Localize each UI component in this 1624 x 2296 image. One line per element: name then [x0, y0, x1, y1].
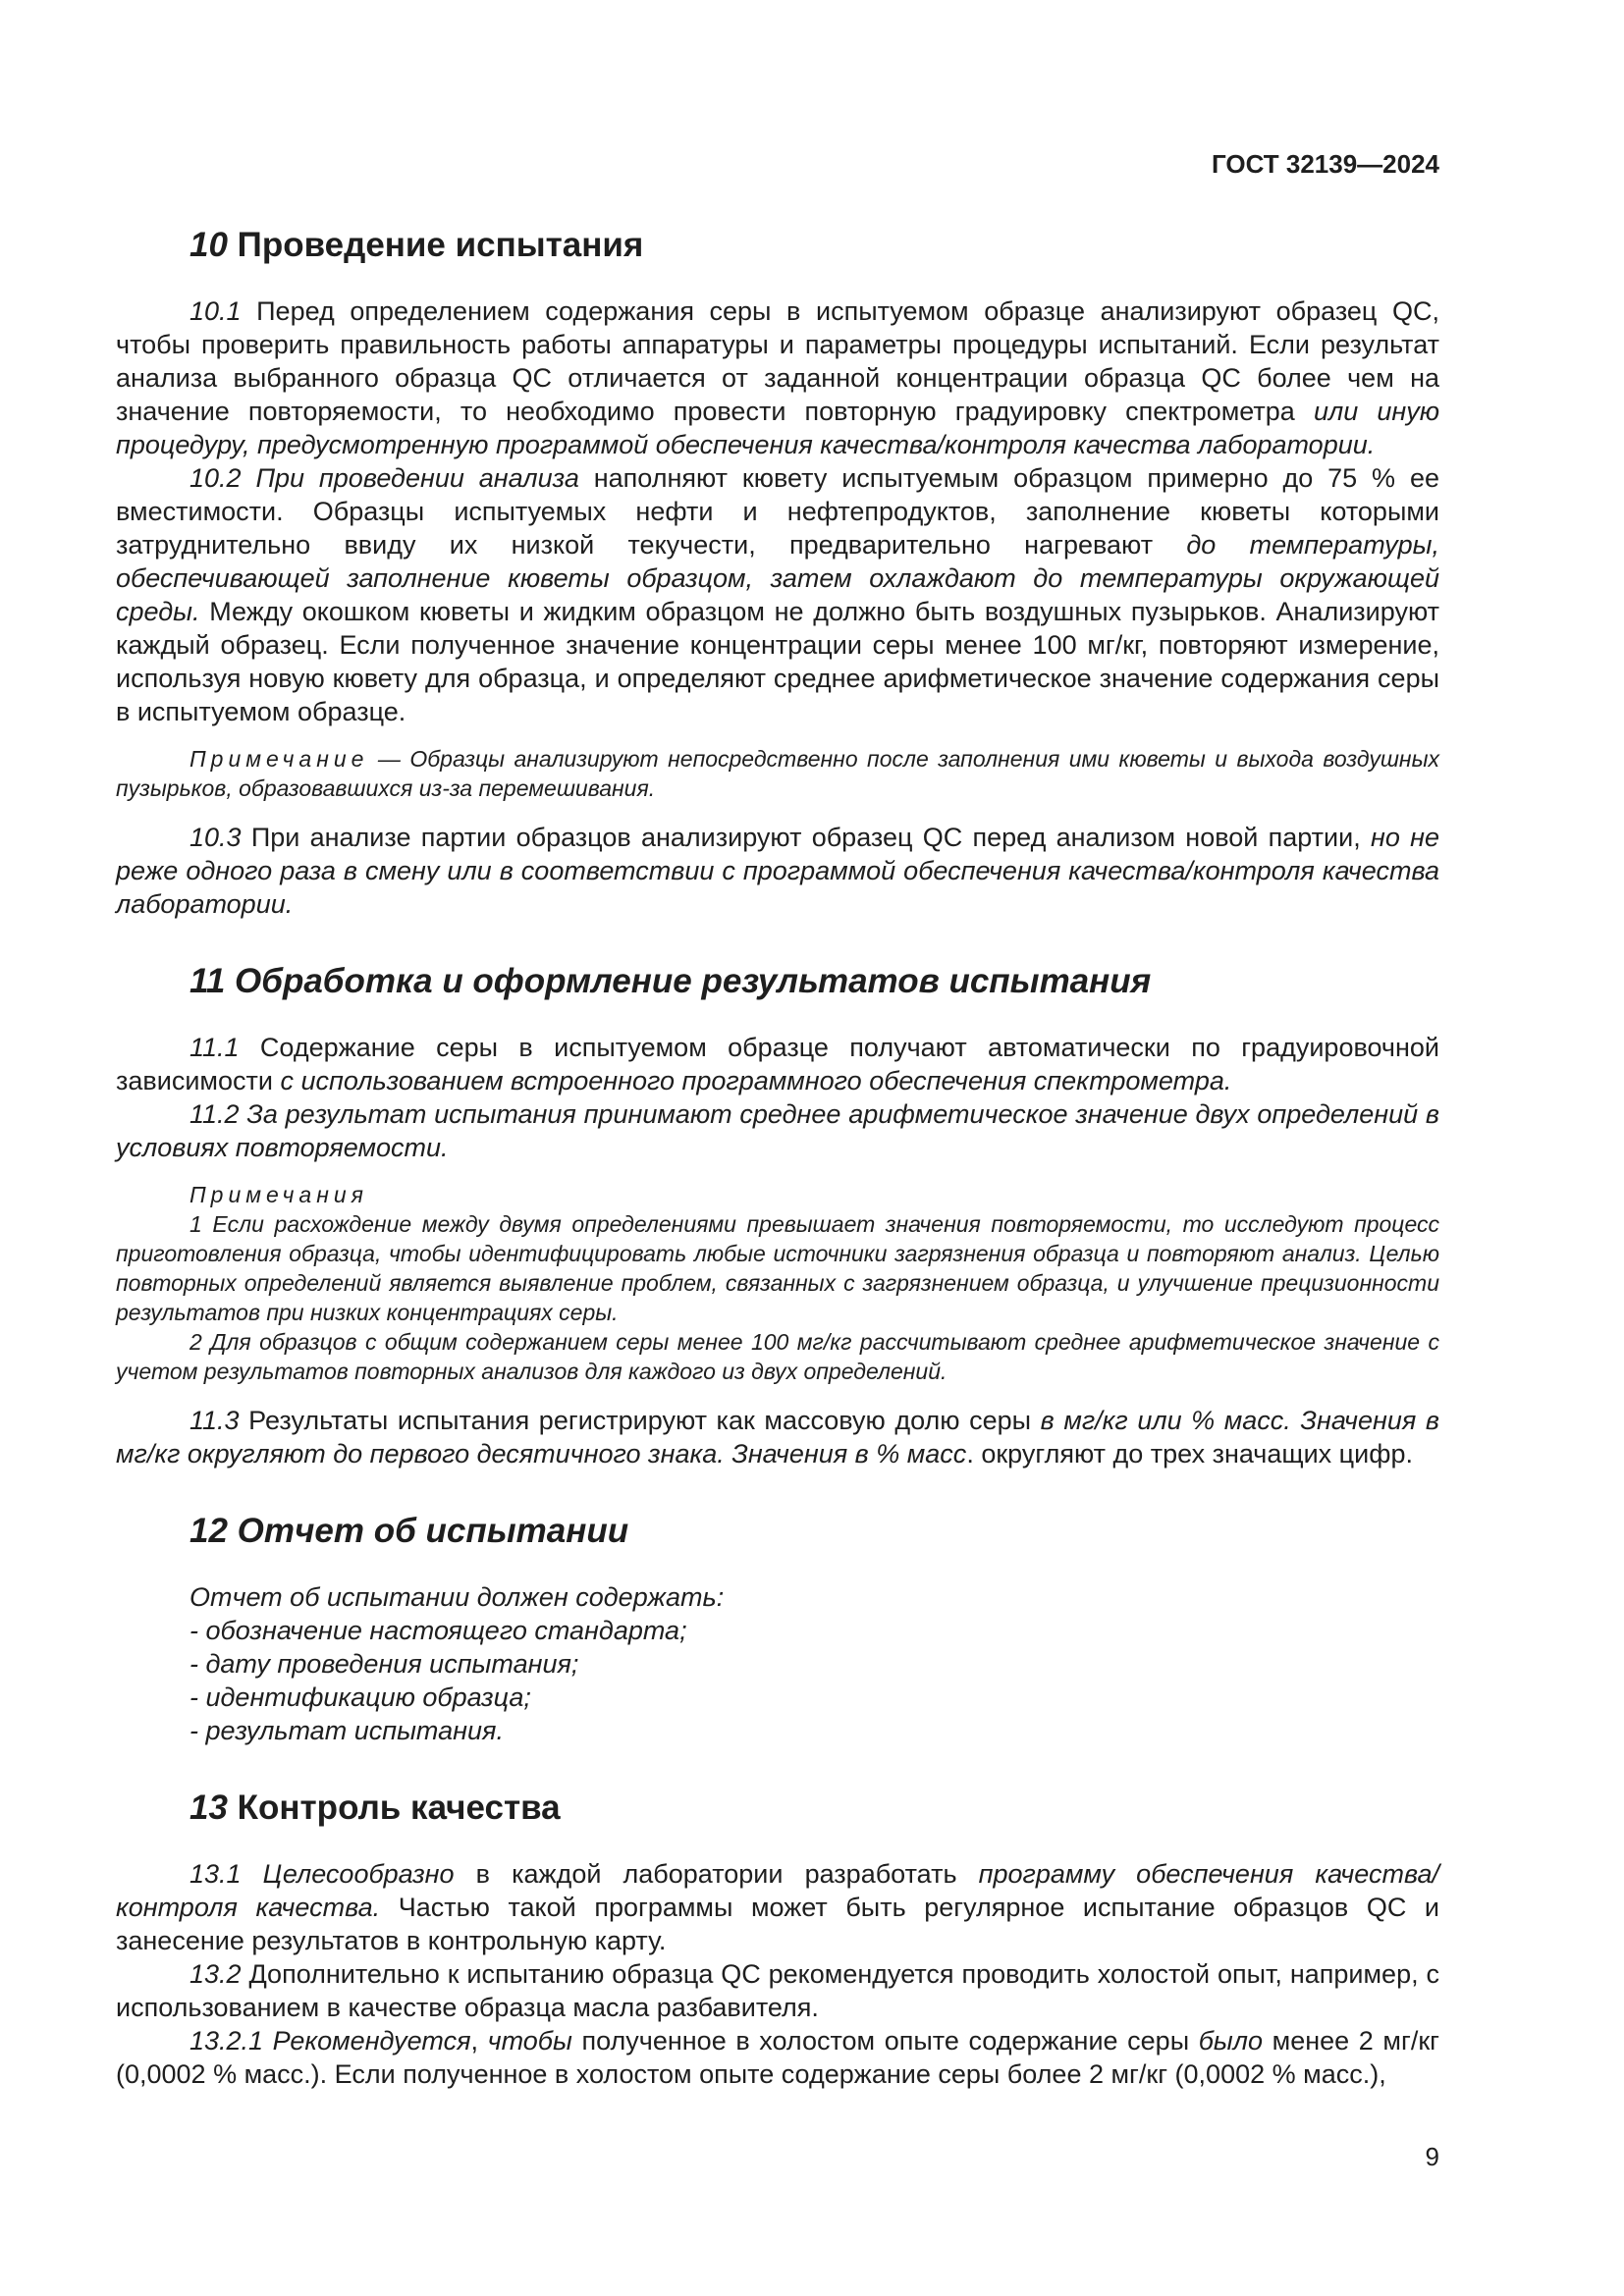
- note-label: Примечание: [189, 746, 369, 772]
- section-13-heading: [116, 1787, 1439, 1830]
- section-10: [116, 224, 1439, 921]
- standard-code: ГОСТ 32139—2024: [1212, 149, 1439, 179]
- report-list-intro: Отчет об испытании должен содержать:: [189, 1582, 725, 1612]
- section-10-title: Проведение испытания: [227, 226, 644, 264]
- notes-11-2: [116, 1180, 1439, 1386]
- paragraph-13-2-1-italic-a: чтобы: [487, 2026, 572, 2056]
- note-text: — Образцы анализируют непосредственно после заполнения ими кюветы и выхода воздушных пузырьков, образовавшихся из-за перемешивания.: [116, 746, 1439, 801]
- section-13: [116, 1787, 1439, 2091]
- paragraph-13-1-text-a: в каждой лаборатории разработать: [454, 1859, 979, 1889]
- list-item: - обозначение настоящего стандарта;: [189, 1616, 687, 1645]
- paragraph-10-3-text: При анализе партии образцов анализируют образец QC перед анализом новой партии,: [241, 823, 1371, 852]
- paragraph-13-2-1-italic-b: было: [1198, 2026, 1264, 2056]
- paragraph-10-2-text-a: наполняют кювету испытуемым образцом примерно до 75 % ее вместимости. Образцы испытуемых нефти и нефтепродуктов, заполнение кюветы которыми затруднительно ввиду их низкой текучести, предварительно нагревают: [116, 463, 1439, 560]
- paragraph-10-1-italic: или иную процедуру, предусмотренную программой обеспечения качества/контроля качества лаборатории.: [116, 397, 1440, 459]
- paragraph-10-3-number: 10.3: [189, 823, 242, 852]
- section-12-title: 12 Отчет об испытании: [189, 1512, 629, 1550]
- section-12: [116, 1510, 1439, 1747]
- section-13-title: Контроль качества: [227, 1789, 561, 1827]
- paragraph-13-1-text-b: Частью такой программы может быть регулярное испытание образцов QC и занесение результатов в контрольную карту.: [116, 1893, 1439, 1955]
- paragraph-10-3-italic: но не реже одного раза в смену или в соответствии с программой обеспечения качества/контроля качества лаборатории.: [116, 823, 1439, 919]
- paragraph-13-2-number: 13.2: [189, 1959, 242, 1989]
- paragraph-13-1: [116, 1857, 1439, 1957]
- page-content: [116, 224, 1439, 2130]
- list-item: - идентификацию образца;: [189, 1682, 531, 1712]
- paragraph-10-1-number: 10.1: [189, 296, 242, 326]
- paragraph-11-2: [116, 1097, 1439, 1164]
- paragraph-13-2-1-comma: ,: [470, 2026, 488, 2056]
- paragraph-13-2-text: Дополнительно к испытанию образца QC рекомендуется проводить холостой опыт, например, с использованием в качестве образца масла разбавителя.: [116, 1959, 1439, 2022]
- paragraph-11-3: [116, 1404, 1439, 1470]
- section-10-number: 10: [189, 226, 228, 264]
- section-11-title: 11 Обработка и оформление результатов испытания: [189, 962, 1152, 1000]
- paragraph-10-2-italic: до температуры, обеспечивающей заполнение кюветы образцом, затем охлаждают до температуры окружающей среды.: [116, 530, 1439, 626]
- paragraph-11-3-text-a: Результаты испытания регистрируют как массовую долю серы: [239, 1406, 1041, 1435]
- note-1: 1 Если расхождение между двумя определениями превышает значения повторяемости, то исследуют процесс приготовления образца, чтобы идентифицировать любые источники загрязнения образца и повторяют анализ. Целью повторных определений является выявление проблем, связанных с загрязнением образца, и улучшение прецизионности результатов при низких концентрациях серы.: [116, 1211, 1439, 1325]
- paragraph-10-2: [116, 461, 1439, 728]
- note-10-2-body: [116, 744, 1439, 803]
- note-2: 2 Для образцов с общим содержанием серы менее 100 мг/кг рассчитывают среднее арифметическое значение с учетом результатов повторных анализов для каждого из двух определений.: [116, 1329, 1439, 1384]
- paragraph-10-2-lead: 10.2 При проведении анализа: [189, 463, 579, 493]
- list-item: - результат испытания.: [189, 1716, 504, 1745]
- paragraph-10-2-text-b: Между окошком кюветы и жидким образцом не должно быть воздушных пузырьков. Анализируют каждый образец. Если полученное значение концентрации серы менее 100 мг/кг, повторяют измерение, используя новую кювету для образца, и определяют среднее арифметическое значение содержания серы в испытуемом образце.: [116, 597, 1439, 726]
- paragraph-11-3-number: 11.3: [189, 1406, 240, 1435]
- section-13-number: 13: [189, 1789, 228, 1827]
- page-number: 9: [1425, 2142, 1439, 2171]
- paragraph-13-2-1: [116, 2024, 1439, 2091]
- section-11-heading: [116, 960, 1439, 1003]
- paragraph-13-2-1-lead: 13.2.1 Рекомендуется: [189, 2026, 471, 2056]
- notes-label: Примечания: [189, 1182, 368, 1207]
- paragraph-13-2-1-text-b: менее 2 мг/кг (0,0002 % масс.). Если полученное в холостом опыте содержание серы более 2 мг/кг (0,0002 % масс.),: [116, 2026, 1439, 2089]
- paragraph-11-2-italic: 11.2 За результат испытания принимают среднее арифметическое значение двух определений в условиях повторяемости.: [116, 1099, 1439, 1162]
- paragraph-11-1-number: 11.1: [189, 1033, 240, 1062]
- section-12-heading: [116, 1510, 1439, 1553]
- paragraph-11-1-text: Содержание серы в испытуемом образце получают автоматически по градуировочной зависимости: [116, 1033, 1439, 1095]
- paragraph-13-1-italic: программу обеспечения качества/контроля качества.: [116, 1859, 1439, 1922]
- paragraph-10-1-text: Перед определением содержания серы в испытуемом образце анализируют образец QC, чтобы проверить правильность работы аппаратуры и параметры процедуры испытаний. Если результат анализа выбранного образца QC отличается от заданной концентрации образца QC более чем на значение повторяемости, то необходимо провести повторную градуировку спектрометра: [116, 296, 1439, 426]
- paragraph-13-1-lead: 13.1 Целесообразно: [189, 1859, 455, 1889]
- paragraph-13-2: [116, 1957, 1439, 2024]
- paragraph-11-1: [116, 1031, 1439, 1097]
- paragraph-11-3-italic: в мг/кг или % масс. Значения в мг/кг округляют до первого десятичного знака. Значения в % масс: [116, 1406, 1439, 1468]
- report-contents-list: [116, 1580, 1439, 1747]
- paragraph-10-1: [116, 294, 1439, 461]
- section-10-heading: [116, 224, 1439, 267]
- list-item: - дату проведения испытания;: [189, 1649, 579, 1679]
- paragraph-10-3: [116, 821, 1439, 921]
- section-11: [116, 960, 1439, 1470]
- paragraph-13-2-1-text-a: полученное в холостом опыте содержание серы: [571, 2026, 1199, 2056]
- note-10-2: [116, 744, 1439, 803]
- paragraph-11-3-text-b: . округляют до трех значащих цифр.: [966, 1439, 1413, 1468]
- paragraph-11-1-italic: с использованием встроенного программного обеспечения спектрометра.: [280, 1066, 1232, 1095]
